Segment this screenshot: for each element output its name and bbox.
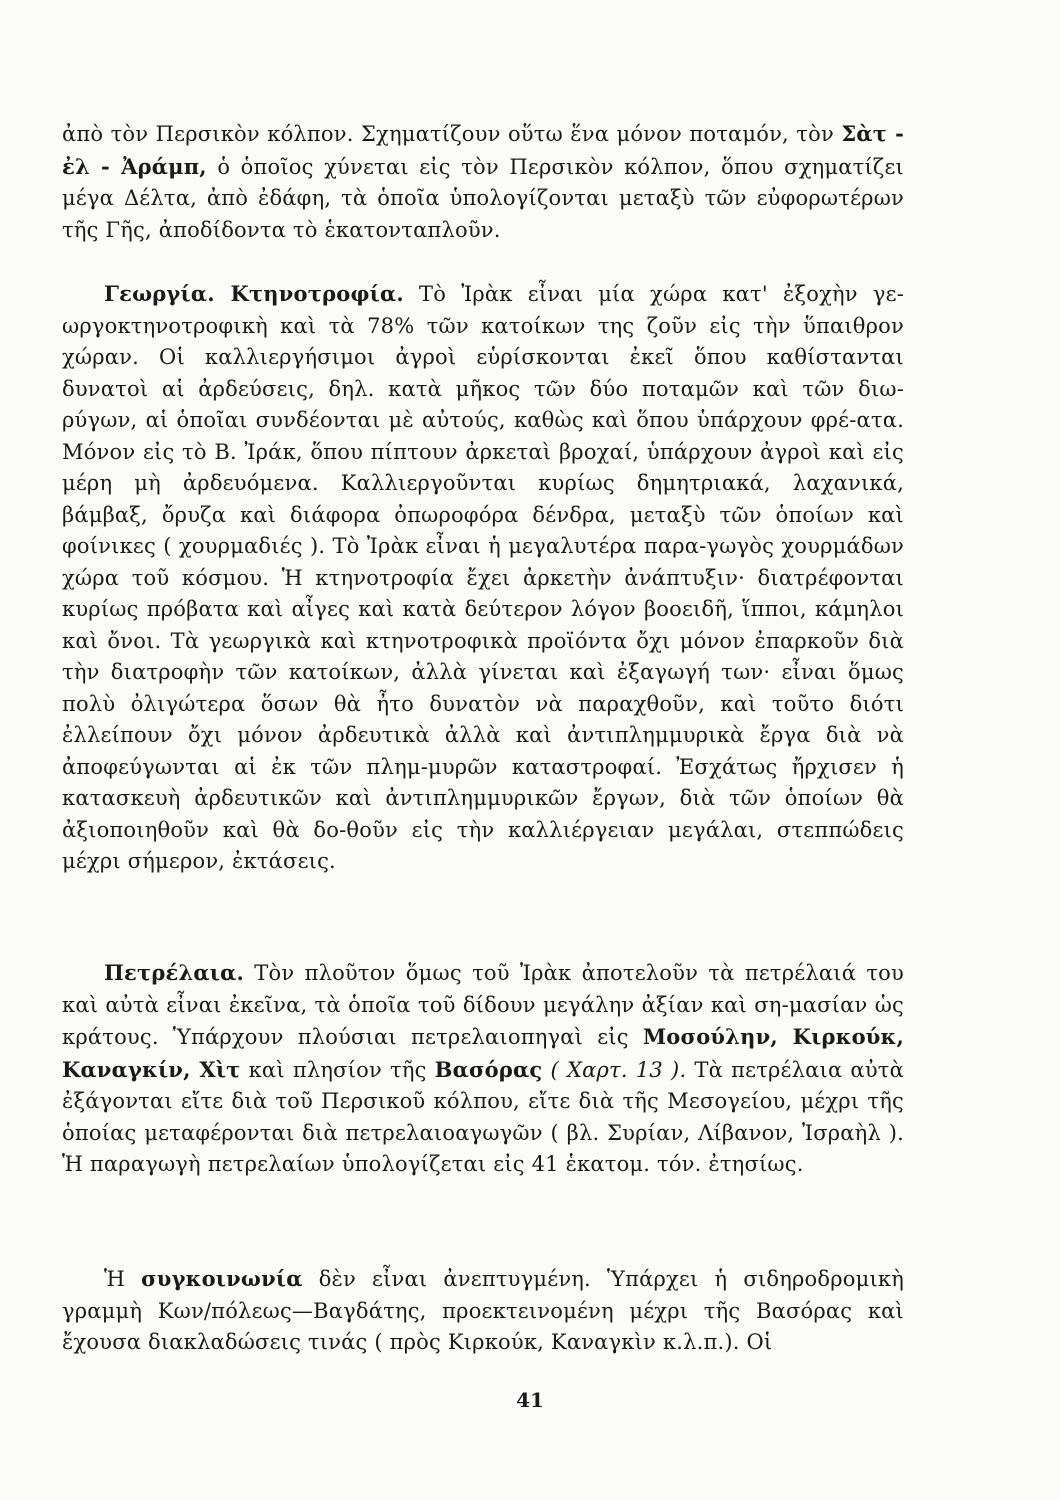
paragraph-text: Τὸν πλοῦτον ὅμως τοῦ Ἰρὰκ ἀποτελοῦν τὰ πετρέλαιά του καὶ αὐτὰ εἶναι ἐκεῖνα, τὰ ὁποῖα τοῦ δίδουν μεγάλην ἀξίαν καὶ ση-μασίαν ὡς κράτους. Ὑπάρχουν πλούσιαι πετρελαιοπηγαὶ εἰς [62, 961, 904, 1049]
paragraph-petroleum [62, 957, 904, 1181]
paragraph-text: Ἡ [104, 1267, 142, 1291]
paragraph-agriculture [62, 278, 904, 878]
page-number: 41 [516, 1388, 544, 1412]
paragraph-text: δὲν εἶναι ἀνεπτυγμένη. Ὑπάρχει ἡ σιδηροδρομικὴ γραμμὴ Κων/πόλεως—Βαγδάτης, προεκτεινομένη μέχρι τῆς Βασόρας καὶ ἔχουσα διακλαδώσεις τινάς ( πρὸς Κιρκούκ, Καναγκὶν κ.λ.π.). Οἱ [62, 1267, 904, 1354]
paragraph-text: Τὸ Ἰρὰκ εἶναι μία χώρα κατ' ἐξοχὴν γε-ωργοκτηνοτροφικὴ καὶ τὰ 78% τῶν κατοίκων της ζοῦν εἰς τὴν ὕπαιθρον χώραν. Οἱ καλλιεργήσιμοι ἀγροὶ εὑρίσκονται ἐκεῖ ὅπου καθίστανται δυνατοὶ αἱ ἀρδεύσεις, δηλ. κατὰ μῆκος τῶν δύο ποταμῶν καὶ τῶν διω-ρύγων, αἱ ὁποῖαι συνδέονται μὲ αὐτούς, καθὼς καὶ ὅπου ὑπάρχουν φρέ-ατα. Μόνον εἰς τὸ Β. Ἰράκ, ὅπου πίπτουν ἀρκεταὶ βροχαί, ὑπάρχουν ἀγροὶ καὶ εἰς μέρη μὴ ἀρδευόμενα. Καλλιεργοῦνται κυρίως δημητριακά, λαχανικά, βάμβαξ, ὄρυζα καὶ διάφορα ὀπωροφόρα δένδρα, μεταξὺ τῶν ὁποίων καὶ φοίνικες ( χουρμαδιές ). Τὸ Ἰρὰκ εἶναι ἡ μεγαλυτέρα παρα-γωγὸς χουρμάδων χώρα τοῦ κόσμου. Ἡ κτηνοτροφία ἔχει ἀρκετὴν ἀνάπτυξιν· διατρέφονται κυρίως πρόβατα καὶ αἶγες καὶ κατὰ δεύτερον λόγον βοοειδῆ, ἵπποι, κάμηλοι καὶ ὄνοι. Τὰ γεωργικὰ καὶ κτηνοτροφικὰ προϊόντα ὄχι μόνον ἐπαρκοῦν διὰ τὴν διατροφὴν τῶν κατοίκων, ἀλλὰ γίνεται καὶ ἐξαγωγή των· εἶναι ὅμως πολὺ ὀλιγώτερα ὅσων θὰ ἦτο δυνατὸν νὰ παραχθοῦν, καὶ τοῦτο διότι ἐλλείπουν ὄχι μόνον ἀρδευτικὰ ἀλλὰ καὶ ἀντιπλημμυρικὰ ἔργα διὰ νὰ ἀποφεύγωνται αἱ ἐκ τῶν πλημ-μυρῶν καταστροφαί. Ἐσχάτως ἤρχισεν ἡ κατασκευὴ ἀρδευτικῶν καὶ ἀντιπλημμυρικῶν ἔργων, διὰ τῶν ὁποίων θὰ ἀξιοποιηθοῦν καὶ θὰ δο-θοῦν εἰς τὴν καλλιέργειαν μεγάλαι, στεππώδεις μέχρι σήμερον, ἐκτάσεις. [62, 282, 905, 873]
section-heading-agriculture: Γεωργία. Κτηνοτροφία. [104, 281, 404, 306]
bold-place-names: Μοσούλην, Κιρκούκ, Καναγκίν, Χὶτ [62, 1024, 904, 1082]
section-heading-petroleum: Πετρέλαια. [104, 960, 244, 985]
paragraph-text: ἀπὸ τὸν Περσικὸν κόλπον. Σχηματίζουν οὕτω ἕνα μόνον ποταμόν, τὸν [62, 122, 842, 146]
map-reference: ( Χαρτ. 13 ). [542, 1057, 687, 1082]
bold-term-communication: συγκοινωνία [141, 1266, 303, 1291]
paragraph-shatt-al-arab [62, 118, 904, 246]
bold-place-basra: Βασόρας [434, 1056, 543, 1082]
bold-term-shatt-al-arab: Σὰτ - ἐλ - Ἀράμπ, [62, 121, 904, 179]
paragraph-text: καὶ πλησίον τῆς [240, 1057, 435, 1082]
paragraph-text: Τὰ πετρέλαια αὐτὰ ἐξάγονται εἴτε διὰ τοῦ Περσικοῦ κόλπου, εἴτε διὰ τῆς Μεσογείου, μέχρι τῆς ὁποίας μεταφέρονται διὰ πετρελαιοαγωγῶν ( βλ. Συρίαν, Λίβανον, Ἰσραὴλ ). Ἡ παραγωγὴ πετρελαίων ὑπολογίζεται εἰς 41 ἑκατομ. τόν. ἐτησίως. [62, 1057, 904, 1176]
paragraph-text: ὁ ὁποῖος χύνεται εἰς τὸν Περσικὸν κόλπον, ὅπου σχηματίζει μέγα Δέλτα, ἀπὸ ἐδάφη, τὰ ὁποῖα ὑπολογίζονται μεταξὺ τῶν εὐφορωτέρων τῆς Γῆς, ἀποδίδοντα τὸ ἑκατονταπλοῦν. [62, 154, 904, 242]
paragraph-communication [62, 1263, 904, 1359]
